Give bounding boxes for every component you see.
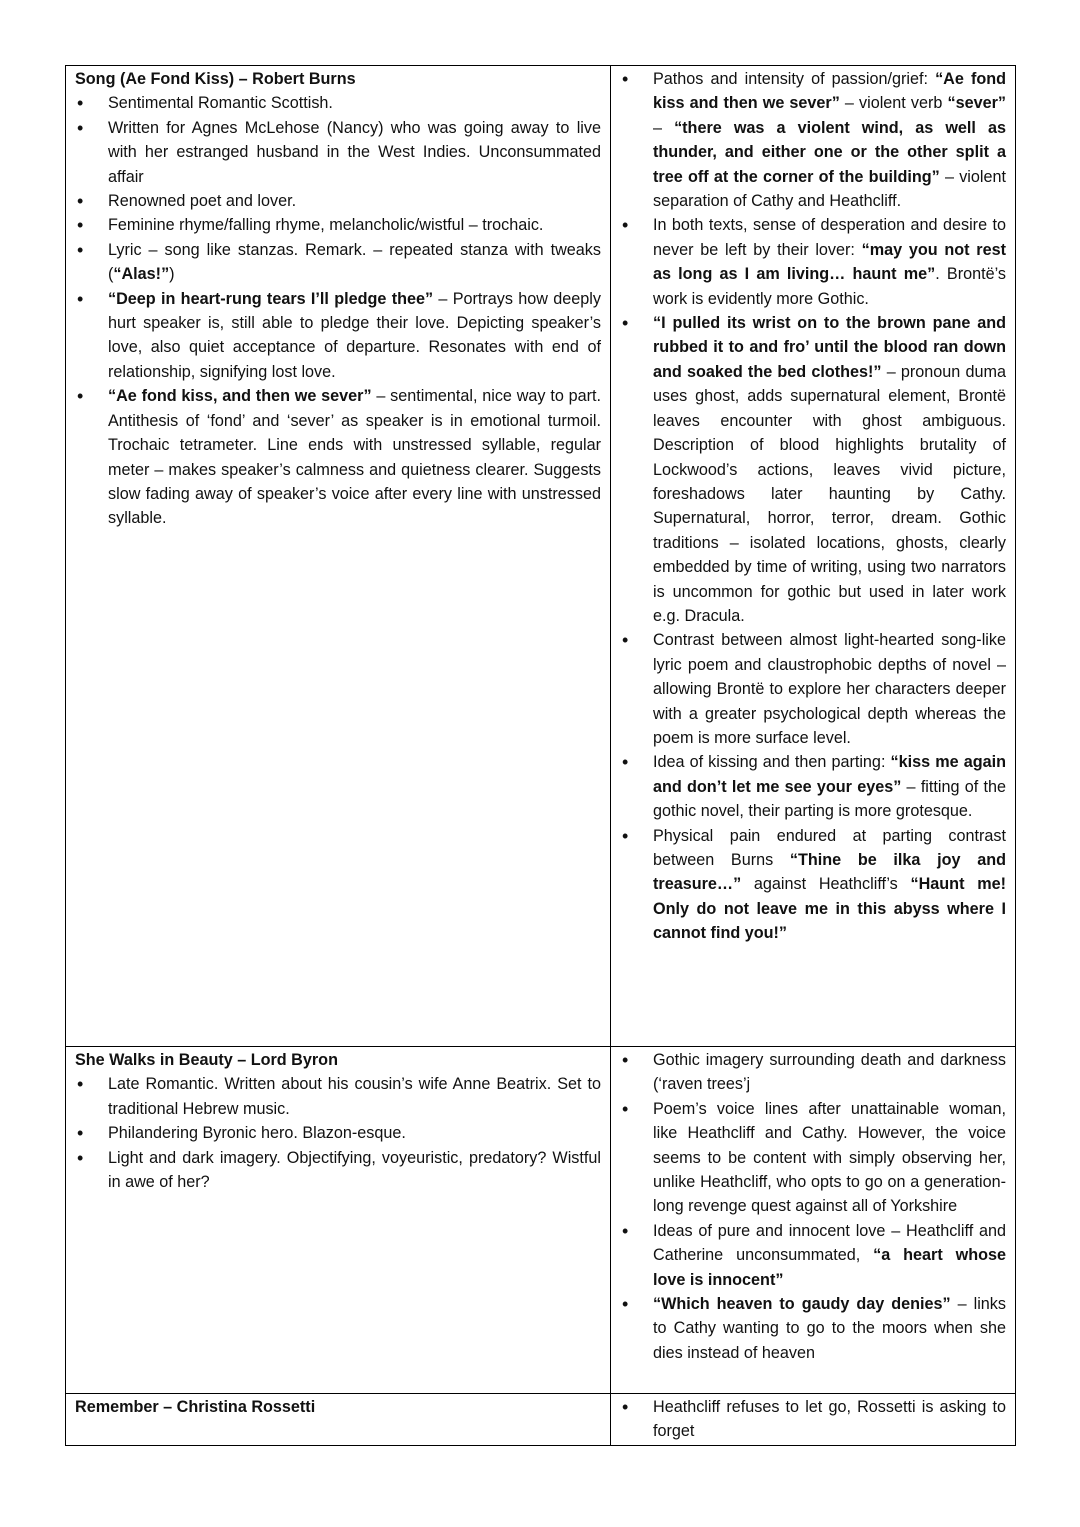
- note-text: Written for Agnes McLehose (Nancy) who was going away to live with her estranged husband in the West Indies. Unconsummated affair: [108, 118, 601, 186]
- note-text: – violent verb: [839, 94, 948, 113]
- comparison-notes-cell: [611, 1394, 1016, 1446]
- note-text: – Portrays how deeply hurt speaker is, still able to pledge their love. Depicting speaker’s love, also quiet acceptance of departure. Resonates with end of relationship, signifying lost love.: [108, 289, 601, 381]
- quote-text: “a heart whose love is innocent”: [653, 1246, 1006, 1289]
- note-text: – pronoun duma uses ghost, adds supernatural element, Brontë leaves encounter with ghost ambiguous. Description of blood highlights brutality of Lockwood’s actions, leaves vivid picture, foreshadows later haunting by Cathy. Supernatural, horror, terror, dream. Gothic traditions – isolated locations, ghosts, clearly embedded by time of writing, using two narrators is uncommon for gothic but used in later work e.g. Dracula.: [653, 362, 1006, 625]
- note-text: –: [653, 118, 675, 137]
- table-row-rossetti: [66, 1394, 1016, 1446]
- table-row-byron: [66, 1047, 1016, 1394]
- note-text: Idea of kissing and then parting:: [653, 753, 891, 772]
- note-text: Sentimental Romantic Scottish.: [108, 94, 333, 113]
- poem-notes-cell: [66, 1047, 611, 1394]
- note-text: Contrast between almost light-hearted song-like lyric poem and claustrophobic depths of novel – allowing Brontë to explore her characters deeper with a greater psychological depth whereas the poem is more surface level.: [653, 631, 1006, 747]
- note-text: . Brontë’s work is evidently more Gothic.: [653, 265, 1006, 308]
- note-text: – sentimental, nice way to part. Antithesis of ‘fond’ and ‘sever’ as speaker is in emotional turmoil. Trochaic tetrameter. Line ends with unstressed syllable, regular meter – makes speaker’s calmness and quietness clearer. Suggests slow fading away of speaker’s voice after every line with unstressed syllable.: [108, 387, 602, 528]
- table-row-burns: [66, 66, 1016, 1047]
- quote-text: “Deep in heart-rung tears I’ll pledge thee”: [108, 289, 434, 308]
- note-text: Pathos and intensity of passion/grief:: [653, 70, 936, 88]
- bullet-point: [620, 1097, 1006, 1219]
- note-text: – links to Cathy wanting to go to the moors when she dies instead of heaven: [653, 1295, 1006, 1362]
- quote-text: “may you not rest as long as I am living… haunt me”: [653, 240, 1006, 284]
- note-text: Gothic imagery surrounding death and darkness (‘raven trees’j: [653, 1051, 1006, 1094]
- poem-bullet-list: [75, 1072, 601, 1194]
- bullet-point: [75, 384, 601, 530]
- comparison-notes-cell: [611, 1047, 1016, 1394]
- note-text: In both texts, sense of desperation and desire to never be left by their lover:: [653, 216, 1006, 259]
- note-text: Lyric – song like stanzas. Remark. – repeated stanza with tweaks (: [108, 240, 601, 284]
- note-text: Physical pain endured at parting contrast between Burns: [653, 826, 1006, 869]
- comparison-notes-cell: [611, 66, 1016, 1047]
- note-text: Poem’s voice lines after unattainable woman, like Heathcliff and Cathy. However, the voice seems to be content with simply observing her, unlike Heathcliff, who opts to go on a generation-long revenge quest against all of Yorkshire: [653, 1099, 1006, 1216]
- note-text: against Heathcliff’s: [741, 875, 911, 894]
- note-text: Late Romantic. Written about his cousin’s wife Anne Beatrix. Set to traditional Hebrew music.: [108, 1075, 601, 1118]
- quote-text: “Ae fond kiss and then we sever”: [653, 70, 1006, 113]
- quote-text: “kiss me again and don’t let me see your eyes”: [653, 753, 1006, 796]
- note-text: Light and dark imagery. Objectifying, voyeuristic, predatory? Wistful in awe of her?: [108, 1148, 601, 1192]
- bullet-point: [620, 1292, 1006, 1365]
- poem-title: She Walks in Beauty – Lord Byron: [75, 1051, 338, 1069]
- poem-title: Remember – Christina Rossetti: [75, 1398, 316, 1416]
- poem-notes-cell: [66, 1394, 611, 1446]
- bullet-point: [620, 1048, 1006, 1097]
- comparison-bullet-list: [620, 1048, 1006, 1365]
- bullet-point: [75, 1072, 601, 1121]
- quote-text: “Haunt me! Only do not leave me in this abyss where I cannot find you!”: [653, 875, 1006, 943]
- bullet-point: [75, 91, 601, 115]
- bullet-point: [620, 1395, 1006, 1444]
- note-text: – violent separation of Cathy and Heathcliff.: [653, 167, 1006, 211]
- note-text: Heathcliff refuses to let go, Rossetti is asking to forget: [653, 1398, 1006, 1441]
- poem-title: Song (Ae Fond Kiss) – Robert Burns: [75, 70, 356, 88]
- bullet-point: [620, 311, 1006, 628]
- note-text: Renowned poet and lover.: [108, 192, 297, 211]
- note-text: – fitting of the gothic novel, their parting is more grotesque.: [653, 777, 1007, 821]
- bullet-point: [75, 1146, 601, 1195]
- note-text: Ideas of pure and innocent love – Heathcliff and Catherine unconsummated,: [653, 1221, 1006, 1265]
- comparison-notes-table: [65, 65, 1016, 1446]
- bullet-point: [620, 628, 1006, 750]
- poem-bullet-list: [75, 91, 601, 530]
- note-text: ): [169, 265, 175, 284]
- bullet-point: [75, 238, 601, 287]
- comparison-bullet-list: [620, 67, 1006, 946]
- bullet-point: [620, 750, 1006, 823]
- bullet-point: [75, 213, 601, 237]
- note-text: Feminine rhyme/falling rhyme, melancholic/wistful – trochaic.: [108, 216, 544, 235]
- quote-text: “I pulled its wrist on to the brown pane and rubbed it to and fro’ until the blood ran down and soaked the bed clothes!”: [653, 314, 1006, 381]
- bullet-point: [620, 67, 1006, 213]
- quote-text: “Ae fond kiss, and then we sever”: [108, 387, 372, 406]
- quote-text: “Which heaven to gaudy day denies”: [653, 1295, 951, 1314]
- poem-notes-cell: [66, 66, 611, 1047]
- bullet-point: [75, 116, 601, 189]
- bullet-point: [75, 1121, 601, 1145]
- quote-text: “Thine be ilka joy and treasure…”: [653, 851, 1006, 894]
- quote-text: “sever”: [947, 94, 1006, 113]
- bullet-point: [75, 287, 601, 385]
- quote-text: “Alas!”: [113, 265, 170, 284]
- note-text: Philandering Byronic hero. Blazon-esque.: [108, 1124, 406, 1143]
- bullet-point: [620, 824, 1006, 946]
- bullet-point: [620, 1219, 1006, 1292]
- quote-text: “there was a violent wind, as well as thunder, and either one or the other split a tree off at the corner of the building”: [653, 118, 1006, 186]
- comparison-bullet-list: [620, 1395, 1006, 1444]
- bullet-point: [620, 213, 1006, 311]
- bullet-point: [75, 189, 601, 213]
